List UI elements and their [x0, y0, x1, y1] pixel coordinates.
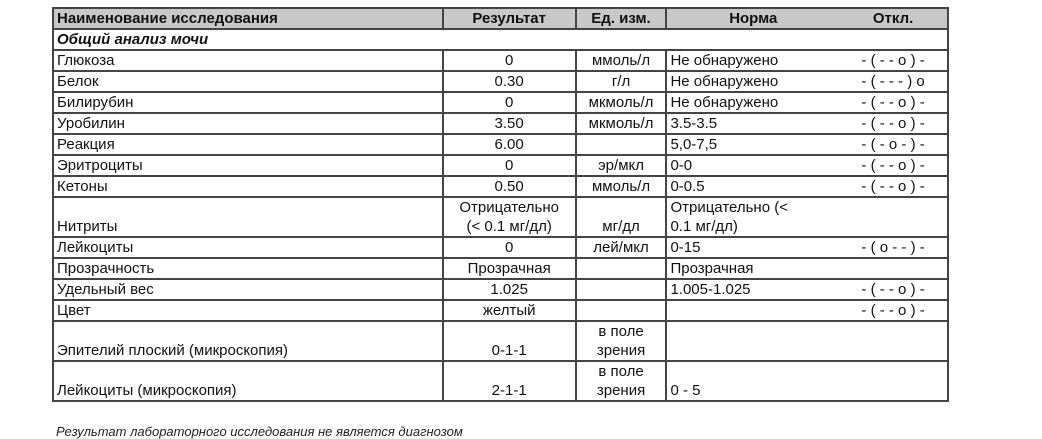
test-deviation: [839, 197, 948, 237]
test-norm: 0-15: [666, 237, 839, 258]
test-deviation: [839, 258, 948, 279]
table-row: [53, 321, 948, 361]
test-norm: 5,0-7,5: [666, 134, 839, 155]
test-deviation: - ( - - o ) -: [839, 155, 948, 176]
table-header-row: [53, 8, 948, 29]
test-result: 6.00: [443, 134, 576, 155]
test-deviation: - ( - - o ) -: [839, 279, 948, 300]
test-unit: [576, 258, 667, 279]
section-title: Общий анализ мочи: [53, 29, 948, 50]
header-test-name: Наименование исследования: [53, 8, 443, 29]
test-unit: ммоль/л: [576, 50, 667, 71]
table-row: [53, 237, 948, 258]
test-result: 0: [443, 50, 576, 71]
table-row: [53, 361, 948, 401]
table-row: [53, 300, 948, 321]
unit-line-1: в поле: [598, 323, 644, 340]
result-line-1: Отрицательно: [459, 199, 559, 216]
unit-line-2: зрения: [596, 382, 646, 399]
unit-line-2: зрения: [596, 342, 646, 359]
header-norm: Норма: [666, 8, 839, 29]
test-result: 0: [443, 155, 576, 176]
header-result: Результат: [443, 8, 576, 29]
test-deviation: - ( - - o ) -: [839, 176, 948, 197]
table-row: [53, 176, 948, 197]
test-name: Эпителий плоский (микроскопия): [53, 321, 443, 361]
test-name: Кетоны: [53, 176, 443, 197]
test-unit: эр/мкл: [576, 155, 667, 176]
test-norm: Не обнаружено: [666, 71, 839, 92]
table-row: [53, 279, 948, 300]
test-name: Удельный вес: [53, 279, 443, 300]
test-norm: 0-0.5: [666, 176, 839, 197]
test-result: 0.30: [443, 71, 576, 92]
test-norm: [666, 300, 839, 321]
test-result: 0.50: [443, 176, 576, 197]
test-deviation: - ( - - - ) o: [839, 71, 948, 92]
test-name: Цвет: [53, 300, 443, 321]
test-deviation: - ( - o - ) -: [839, 134, 948, 155]
test-unit: мкмоль/л: [576, 113, 667, 134]
test-result: 0-1-1: [443, 321, 576, 361]
test-deviation: - ( - - o ) -: [839, 50, 948, 71]
test-name: Белок: [53, 71, 443, 92]
test-name: Лейкоциты: [53, 237, 443, 258]
test-name: Нитриты: [53, 197, 443, 237]
test-deviation: - ( - - o ) -: [839, 300, 948, 321]
test-result: [443, 197, 576, 237]
lab-results-table: [52, 7, 949, 402]
test-unit: мкмоль/л: [576, 92, 667, 113]
test-result: 0: [443, 237, 576, 258]
test-norm: 0-0: [666, 155, 839, 176]
test-deviation: [839, 321, 948, 361]
test-norm: Не обнаружено: [666, 50, 839, 71]
test-norm: Не обнаружено: [666, 92, 839, 113]
test-deviation: - ( - - o ) -: [839, 92, 948, 113]
test-name: Глюкоза: [53, 50, 443, 71]
table-row: [53, 92, 948, 113]
disclaimer-footer: Результат лабораторного исследования не является диагнозом: [56, 424, 463, 439]
test-unit: [576, 321, 667, 361]
test-unit: [576, 300, 667, 321]
table-row: [53, 134, 948, 155]
test-result: 0: [443, 92, 576, 113]
test-unit: [576, 134, 667, 155]
test-norm: [666, 321, 839, 361]
test-unit: [576, 361, 667, 401]
test-result: 2-1-1: [443, 361, 576, 401]
test-result: 3.50: [443, 113, 576, 134]
test-deviation: - ( - - o ) -: [839, 113, 948, 134]
test-name: Реакция: [53, 134, 443, 155]
table-row: [53, 50, 948, 71]
test-result: желтый: [443, 300, 576, 321]
test-norm: 3.5-3.5: [666, 113, 839, 134]
test-unit: лей/мкл: [576, 237, 667, 258]
test-result: 1.025: [443, 279, 576, 300]
table-row: [53, 71, 948, 92]
unit-line-1: в поле: [598, 363, 644, 380]
table-row: [53, 155, 948, 176]
result-line-2: (< 0.1 мг/дл): [466, 218, 552, 235]
header-deviation: Откл.: [839, 8, 948, 29]
section-row: [53, 29, 948, 50]
test-name: Лейкоциты (микроскопия): [53, 361, 443, 401]
norm-line-2: 0.1 мг/дл): [670, 218, 738, 235]
test-name: Прозрачность: [53, 258, 443, 279]
test-unit: ммоль/л: [576, 176, 667, 197]
test-norm: Прозрачная: [666, 258, 839, 279]
test-name: Билирубин: [53, 92, 443, 113]
test-deviation: [839, 361, 948, 401]
test-result: Прозрачная: [443, 258, 576, 279]
header-unit: Ед. изм.: [576, 8, 667, 29]
test-name: Эритроциты: [53, 155, 443, 176]
test-norm: 1.005-1.025: [666, 279, 839, 300]
table-row: [53, 258, 948, 279]
test-norm: [666, 197, 839, 237]
test-unit: [576, 279, 667, 300]
table-row: [53, 197, 948, 237]
test-unit: мг/дл: [576, 197, 667, 237]
test-norm: 0 - 5: [666, 361, 839, 401]
table-row: [53, 113, 948, 134]
test-deviation: - ( o - - ) -: [839, 237, 948, 258]
norm-line-1: Отрицательно (<: [670, 199, 788, 216]
test-unit: г/л: [576, 71, 667, 92]
test-name: Уробилин: [53, 113, 443, 134]
